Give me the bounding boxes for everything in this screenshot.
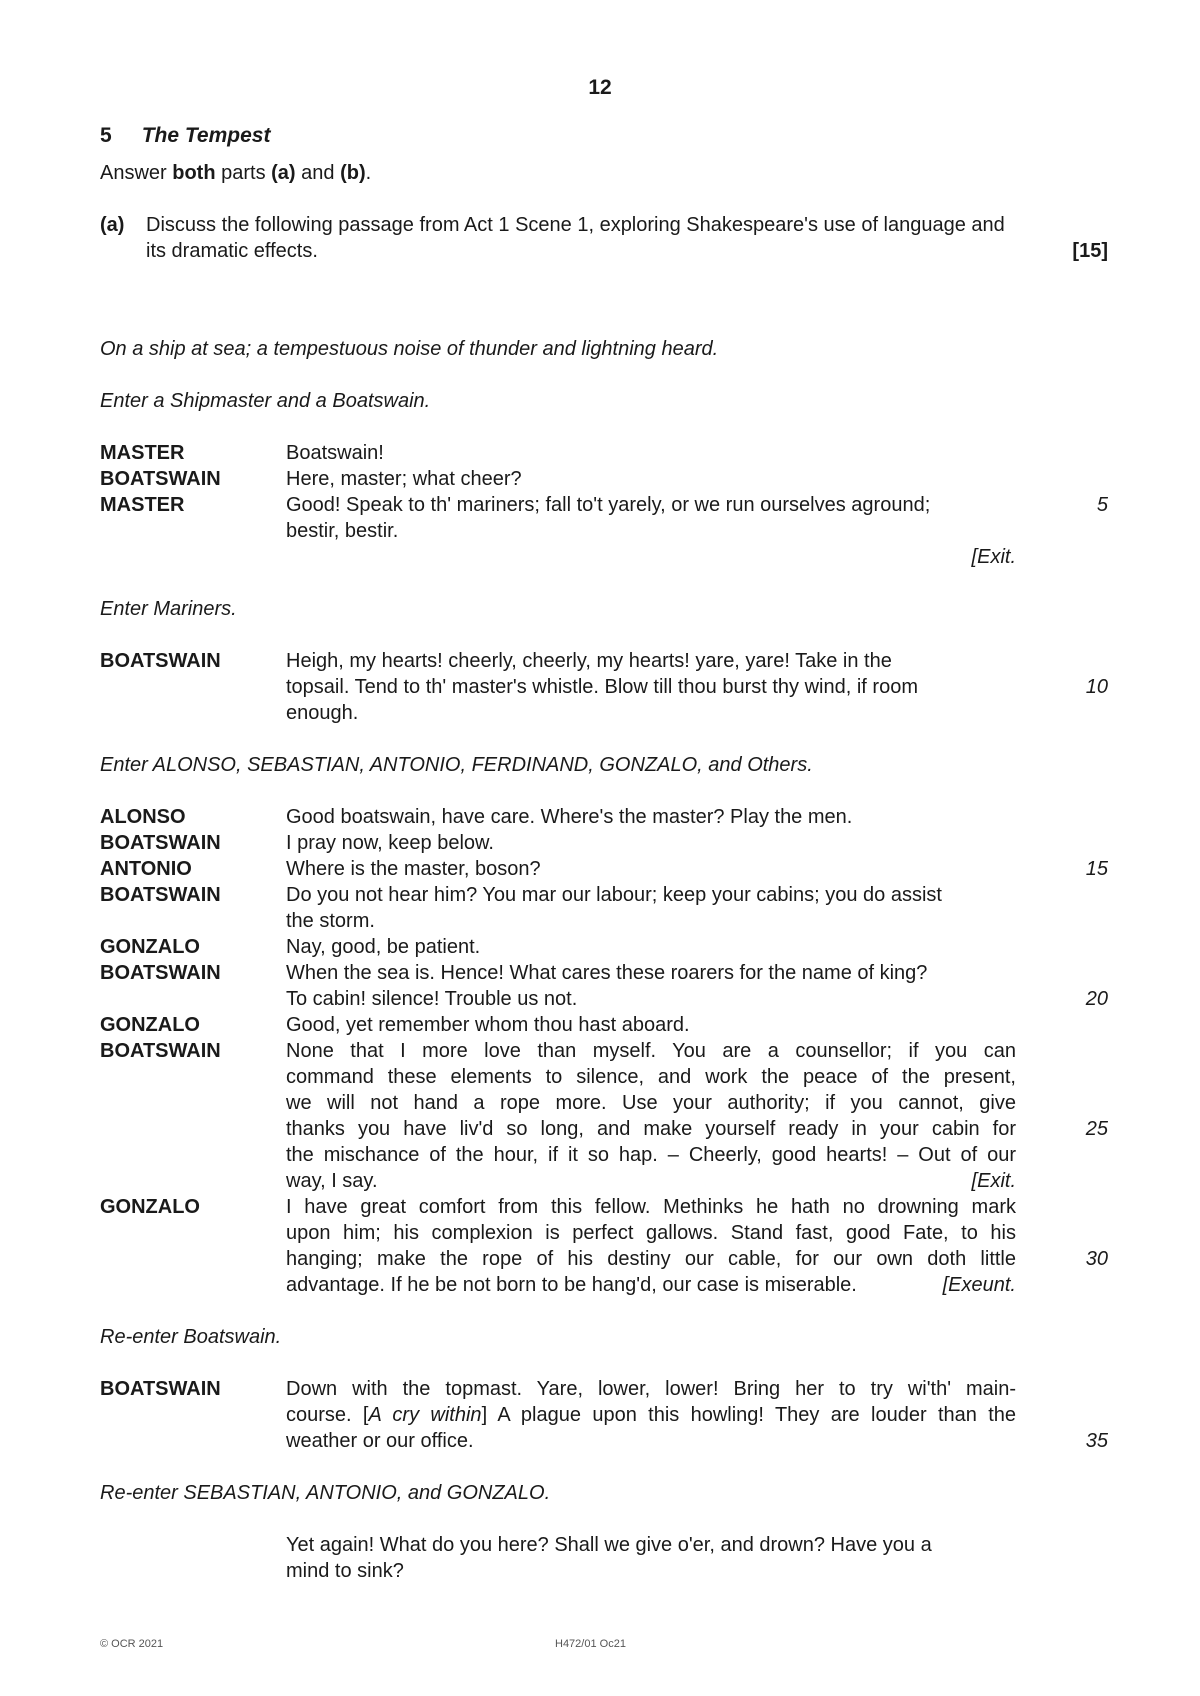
stage-direction: Re-enter SEBASTIAN, ANTONIO, and GONZALO. (100, 1482, 551, 1504)
speech-line: command these elements to silence, and work the peace of the present, (286, 1066, 1016, 1088)
speaker-name: BOATSWAIN (100, 1378, 221, 1400)
speech-line: weather or our office. (286, 1430, 474, 1452)
speech-line: I pray now, keep below. (286, 832, 494, 854)
question-number: 5 (100, 124, 112, 147)
footer-copyright: © OCR 2021 (100, 1638, 164, 1650)
stage-direction: On a ship at sea; a tempestuous noise of thunder and lightning heard. (100, 338, 719, 360)
speaker-name: ANTONIO (100, 858, 192, 880)
speaker-name: BOATSWAIN (100, 468, 221, 490)
question-title: The Tempest (141, 124, 271, 147)
stage-direction: Re-enter Boatswain. (100, 1326, 282, 1348)
speech-line: Good boatswain, have care. Where's the master? Play the men. (286, 806, 853, 828)
speaker-name: MASTER (100, 442, 185, 464)
speech-line: the mischance of the hour, if it so hap. – Cheerly, good hearts! – Out of our (286, 1144, 1016, 1166)
exit-direction: [Exeunt. (942, 1274, 1016, 1296)
speech-line: we will not hand a rope more. Use your authority; if you cannot, give (286, 1092, 1016, 1114)
part-a-label: (a) (100, 214, 125, 236)
speaker-name: MASTER (100, 494, 185, 516)
speech-line: When the sea is. Hence! What cares these roarers for the name of king? (286, 962, 928, 984)
speech-line: Nay, good, be patient. (286, 936, 481, 958)
speech-line: None that I more love than myself. You are a counsellor; if you can (286, 1040, 1016, 1062)
speaker-name: BOATSWAIN (100, 962, 221, 984)
speech-line: Heigh, my hearts! cheerly, cheerly, my hearts! yare, yare! Take in the (286, 650, 892, 672)
stage-direction: Enter ALONSO, SEBASTIAN, ANTONIO, FERDINAND, GONZALO, and Others. (100, 754, 813, 776)
exit-direction: [Exit. (971, 546, 1016, 568)
speech-line: Yet again! What do you here? Shall we give o'er, and drown? Have you a (286, 1534, 932, 1556)
line-number: 10 (1085, 676, 1108, 698)
speech-line: Good, yet remember whom thou hast aboard. (286, 1014, 690, 1036)
page-number: 12 (588, 76, 612, 99)
speaker-name: BOATSWAIN (100, 832, 221, 854)
speech-line: topsail. Tend to th' master's whistle. Blow till thou burst thy wind, if room (286, 676, 918, 698)
speaker-name: GONZALO (100, 1014, 200, 1036)
speaker-name: BOATSWAIN (100, 884, 221, 906)
line-number: 30 (1085, 1248, 1108, 1270)
speech-line: I have great comfort from this fellow. Methinks he hath no drowning mark (286, 1196, 1016, 1218)
speech-line: mind to sink? (286, 1560, 404, 1582)
speech-line: way, I say. [Exit. (286, 1170, 1016, 1192)
speaker-name: ALONSO (100, 806, 186, 828)
speaker-name: BOATSWAIN (100, 1040, 221, 1062)
speech-line: To cabin! silence! Trouble us not. (286, 988, 578, 1010)
stage-direction: Enter Mariners. (100, 598, 237, 620)
stage-direction: Enter a Shipmaster and a Boatswain. (100, 390, 431, 412)
aside-direction: A cry within (368, 1404, 482, 1426)
line-number: 35 (1085, 1430, 1108, 1452)
speech-line: enough. (286, 702, 359, 724)
speaker-name: GONZALO (100, 936, 200, 958)
speech-line: course. [A cry within] A plague upon this howling! They are louder than the (286, 1404, 1017, 1426)
line-number: 5 (1096, 494, 1108, 516)
speech-line: thanks you have liv'd so long, and make yourself ready in your cabin for (286, 1118, 1016, 1140)
speech-line: upon him; his complexion is perfect gallows. Stand fast, good Fate, to his (286, 1222, 1016, 1244)
speech-line: advantage. If he be not born to be hang'd, our case is miserable. [Exeunt. (286, 1274, 1016, 1296)
speech-line: Do you not hear him? You mar our labour; keep your cabins; you do assist (286, 884, 942, 906)
line-number: 15 (1085, 858, 1108, 880)
speech-line: the storm. (286, 910, 375, 932)
speaker-name: BOATSWAIN (100, 650, 221, 672)
footer-paper-code: H472/01 Oc21 (555, 1638, 626, 1650)
speech-line: Good! Speak to th' mariners; fall to't yarely, or we run ourselves aground; (286, 494, 931, 516)
line-number: 20 (1085, 988, 1108, 1010)
line-number: 25 (1085, 1118, 1108, 1140)
speech-line: hanging; make the rope of his destiny our cable, for our own doth little (286, 1248, 1016, 1270)
speech-line: Here, master; what cheer? (286, 468, 522, 490)
exit-direction: [Exit. (971, 1170, 1016, 1192)
instruction: Answer both parts (a) and (b). (100, 162, 372, 184)
speaker-name: GONZALO (100, 1196, 200, 1218)
speech-line: Down with the topmast. Yare, lower, lower! Bring her to try wi'th' main- (286, 1378, 1016, 1400)
question-heading (100, 124, 270, 148)
speech-line: Boatswain! (286, 442, 384, 464)
marks: [15] (1072, 240, 1108, 262)
speech-line: Where is the master, boson? (286, 858, 541, 880)
speech-line: bestir, bestir. (286, 520, 399, 542)
part-a-question: Discuss the following passage from Act 1 Scene 1, exploring Shakespeare's use of language and its dramatic effects. [15] (146, 214, 1108, 262)
